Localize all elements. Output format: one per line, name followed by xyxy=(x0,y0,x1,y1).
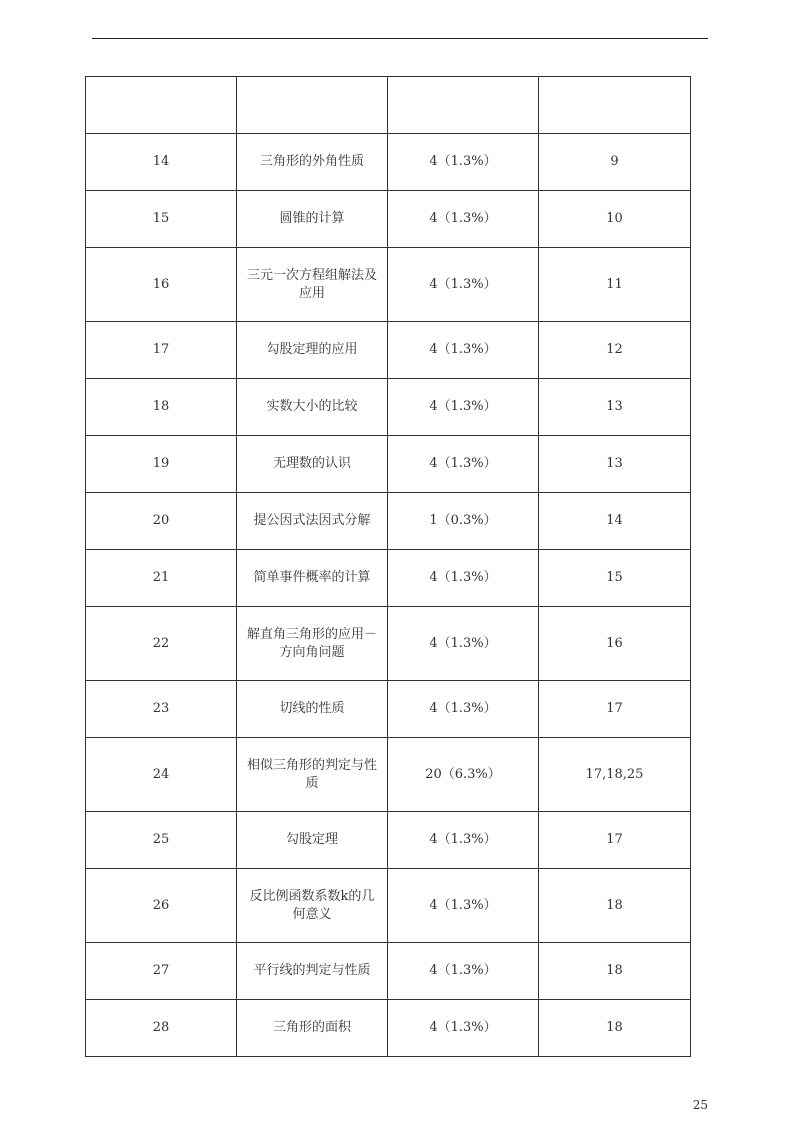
score-cell xyxy=(388,550,539,607)
question-number-cell xyxy=(539,191,691,248)
table-row xyxy=(86,607,691,681)
row-number-cell xyxy=(86,436,237,493)
table-row xyxy=(86,322,691,379)
score-cell xyxy=(388,607,539,681)
question-number-cell-text: 9 xyxy=(610,154,619,169)
question-number-cell xyxy=(539,550,691,607)
question-number-cell xyxy=(539,379,691,436)
empty-cell xyxy=(237,77,388,134)
table-row xyxy=(86,493,691,550)
topic-cell-text: 三元一次方程组解法及应用 xyxy=(247,267,378,301)
row-number-cell xyxy=(86,943,237,1000)
question-number-cell-text: 15 xyxy=(606,570,623,585)
score-cell-text: 4（1.3%） xyxy=(429,399,497,414)
score-cell xyxy=(388,134,539,191)
topic-cell-text: 勾股定理 xyxy=(285,832,338,847)
question-number-cell xyxy=(539,738,691,812)
row-number-cell xyxy=(86,493,237,550)
score-cell xyxy=(388,738,539,812)
topic-cell-text: 无理数的认识 xyxy=(272,456,351,471)
table-row xyxy=(86,869,691,943)
topic-cell xyxy=(237,550,388,607)
score-cell-text: 4（1.3%） xyxy=(429,832,497,847)
question-number-cell xyxy=(539,1000,691,1057)
question-number-cell-text: 13 xyxy=(606,399,623,414)
row-number-cell xyxy=(86,812,237,869)
empty-cell xyxy=(86,77,237,134)
topic-cell-text: 实数大小的比较 xyxy=(266,399,358,414)
question-number-cell xyxy=(539,436,691,493)
topic-cell xyxy=(237,943,388,1000)
row-number-cell xyxy=(86,869,237,943)
row-number-cell-text: 24 xyxy=(152,766,170,782)
row-number-cell xyxy=(86,248,237,322)
table-row xyxy=(86,1000,691,1057)
score-cell-text: 4（1.3%） xyxy=(429,276,497,292)
row-number-cell-text: 16 xyxy=(152,276,170,292)
topic-cell xyxy=(237,248,388,322)
question-number-cell xyxy=(539,248,691,322)
question-number-cell-text: 18 xyxy=(606,963,623,978)
topic-cell-text: 解直角三角形的应用－方向角问题 xyxy=(247,626,378,660)
score-cell xyxy=(388,248,539,322)
question-number-cell xyxy=(539,869,691,943)
row-number-cell-text: 23 xyxy=(152,701,170,716)
table-row xyxy=(86,191,691,248)
topic-cell-text: 平行线的判定与性质 xyxy=(253,963,371,978)
score-cell-text: 1（0.3%） xyxy=(429,513,497,528)
topic-cell-text: 勾股定理的应用 xyxy=(266,342,358,357)
score-cell xyxy=(388,681,539,738)
score-cell xyxy=(388,493,539,550)
row-number-cell-text: 27 xyxy=(152,963,170,978)
topic-cell xyxy=(237,681,388,738)
row-number-cell-text: 21 xyxy=(152,570,170,585)
row-number-cell xyxy=(86,379,237,436)
row-number-cell xyxy=(86,681,237,738)
score-cell xyxy=(388,379,539,436)
row-number-cell-text: 14 xyxy=(152,154,170,169)
empty-cell xyxy=(388,77,539,134)
score-cell-text: 4（1.3%） xyxy=(429,342,497,357)
topic-cell-text: 相似三角形的判定与性质 xyxy=(247,757,378,791)
row-number-cell-text: 17 xyxy=(152,342,170,357)
score-cell-text: 4（1.3%） xyxy=(429,211,497,226)
table-row xyxy=(86,738,691,812)
topic-cell-text: 切线的性质 xyxy=(279,701,345,716)
row-number-cell xyxy=(86,134,237,191)
topic-cell xyxy=(237,436,388,493)
question-number-cell-text: 11 xyxy=(606,276,623,292)
topic-cell xyxy=(237,738,388,812)
question-number-cell-text: 17 xyxy=(606,701,623,716)
topic-cell-text: 提公因式法因式分解 xyxy=(253,513,371,528)
score-cell xyxy=(388,191,539,248)
table-row xyxy=(86,550,691,607)
row-number-cell-text: 15 xyxy=(152,211,170,226)
question-number-cell xyxy=(539,943,691,1000)
topic-cell-text: 反比例函数系数k的几何意义 xyxy=(249,888,375,922)
row-number-cell xyxy=(86,322,237,379)
question-number-cell-text: 16 xyxy=(606,635,623,651)
knowledge-point-table xyxy=(85,76,691,1057)
question-number-cell xyxy=(539,812,691,869)
question-number-cell-text: 17 xyxy=(606,832,623,847)
question-number-cell-text: 13 xyxy=(606,456,623,471)
question-number-cell xyxy=(539,681,691,738)
table-body xyxy=(86,77,691,1057)
score-cell xyxy=(388,869,539,943)
topic-cell xyxy=(237,191,388,248)
topic-cell xyxy=(237,869,388,943)
topic-cell xyxy=(237,1000,388,1057)
question-number-cell xyxy=(539,607,691,681)
question-number-cell xyxy=(539,134,691,191)
score-cell-text: 4（1.3%） xyxy=(429,701,497,716)
score-cell-text: 4（1.3%） xyxy=(429,1020,497,1035)
row-number-cell-text: 20 xyxy=(152,513,170,528)
topic-cell-text: 三角形的面积 xyxy=(272,1020,351,1035)
row-number-cell-text: 25 xyxy=(152,832,170,847)
score-cell xyxy=(388,812,539,869)
table-row xyxy=(86,134,691,191)
row-number-cell-text: 18 xyxy=(152,399,170,414)
topic-cell-text: 简单事件概率的计算 xyxy=(253,570,371,585)
topic-cell xyxy=(237,812,388,869)
row-number-cell xyxy=(86,1000,237,1057)
score-cell xyxy=(388,943,539,1000)
question-number-cell-text: 10 xyxy=(606,211,623,226)
row-number-cell-text: 19 xyxy=(152,456,170,471)
question-number-cell-text: 18 xyxy=(606,897,623,913)
topic-cell-text: 三角形的外角性质 xyxy=(259,154,364,169)
score-cell-text: 4（1.3%） xyxy=(429,963,497,978)
row-number-cell xyxy=(86,607,237,681)
page-number: 25 xyxy=(692,1098,708,1112)
row-number-cell-text: 26 xyxy=(152,897,170,913)
row-number-cell-text: 22 xyxy=(152,635,170,651)
topic-cell xyxy=(237,134,388,191)
topic-cell xyxy=(237,607,388,681)
score-cell-text: 20（6.3%） xyxy=(425,766,501,782)
score-cell-text: 4（1.3%） xyxy=(429,897,497,913)
question-number-cell-text: 17,18,25 xyxy=(585,766,644,782)
score-cell xyxy=(388,436,539,493)
topic-cell xyxy=(237,322,388,379)
table-row xyxy=(86,379,691,436)
question-number-cell xyxy=(539,493,691,550)
question-number-cell xyxy=(539,322,691,379)
row-number-cell xyxy=(86,738,237,812)
table-row xyxy=(86,681,691,738)
topic-cell xyxy=(237,493,388,550)
table-row xyxy=(86,248,691,322)
row-number-cell xyxy=(86,191,237,248)
table-row-empty xyxy=(86,77,691,134)
question-number-cell-text: 18 xyxy=(606,1020,623,1035)
row-number-cell-text: 28 xyxy=(152,1020,170,1035)
question-number-cell-text: 14 xyxy=(606,513,623,528)
score-cell-text: 4（1.3%） xyxy=(429,456,497,471)
row-number-cell xyxy=(86,550,237,607)
score-cell-text: 4（1.3%） xyxy=(429,154,497,169)
table-row xyxy=(86,943,691,1000)
empty-cell xyxy=(539,77,691,134)
topic-cell xyxy=(237,379,388,436)
score-cell xyxy=(388,1000,539,1057)
score-cell-text: 4（1.3%） xyxy=(429,570,497,585)
score-cell-text: 4（1.3%） xyxy=(429,635,497,651)
question-number-cell-text: 12 xyxy=(606,342,623,357)
table-row xyxy=(86,436,691,493)
header-rule xyxy=(92,38,708,39)
table-row xyxy=(86,812,691,869)
topic-cell-text: 圆锥的计算 xyxy=(279,211,345,226)
score-cell xyxy=(388,322,539,379)
